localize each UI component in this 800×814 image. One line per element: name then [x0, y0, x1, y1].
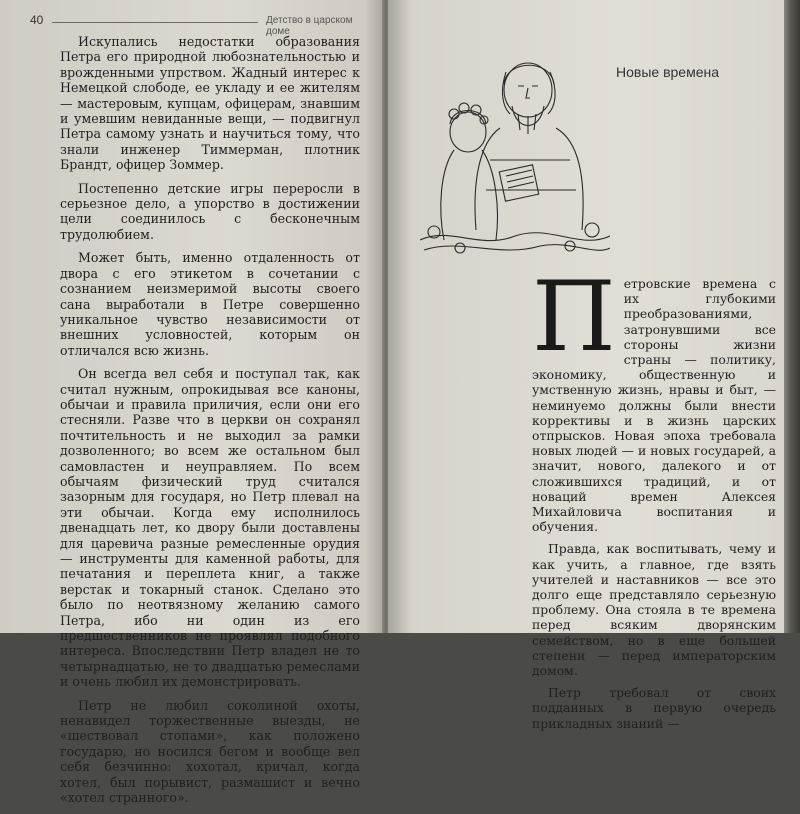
- paragraph: Петр не любил соколиной охоты, ненавидел торжественные выезды, не «шествовал стопами», как положено государю, но носился бегом и вообще вел себя безчинно: хохотал, кричал, когда хотел, был порывист, размашист и вечно «хотел странного».: [60, 697, 360, 806]
- header-rule: [52, 22, 258, 23]
- page-number: 40: [30, 13, 44, 27]
- paragraph: Правда, как воспитывать, чему и как учить, а главное, где взять учителей и наставников — все это долго еще представляло серьезную проблему. Она стояла в те времена перед всяким дворянским семейством, но в еще большей степени — перед императорским домом.: [532, 541, 776, 679]
- paragraph: Петр требовал от своих подданных в первую очередь прикладных знаний —: [532, 685, 776, 731]
- drop-cap: П: [532, 261, 616, 373]
- paragraph: Может быть, именно отдаленность от двора с его этикетом в сочетании с сознанием неизмеримой высоты своего сана выработали в Петре совершенно уникальное чувство независимости от внешних условностей, которым он отличался всю жизнь.: [60, 250, 360, 358]
- left-page-header: [30, 13, 360, 37]
- paragraph: Постепенно детские игры переросли в серьезное дело, а упорство в достижении цели соединилось с бесконечным трудолюбием.: [60, 180, 360, 242]
- paragraph: Он всегда вел себя и поступал так, как считал нужным, опрокидывая все каноны, обычаи и правила приличия, если они его стесняли. Разве что в церкви он сохранял почтительность и не выходил за рамки дозволенного; во всем же остальном был самовластен и неуправляем. По всем обычаям физический труд считался зазорным для государя, но Петр плевал на эти обычаи. Когда ему исполнилось двенадцать лет, ко двору были доставлены для царевича разные ремесленные орудия — инструменты для каменной работы, для печатания и переплета книг, а также верстак и токарный станок. Сделано это было по неотвязному желанию самого Петра, ибо ни один из его предшественников не проявлял подобного интереса. Впоследствии Петр владел не то четырнадцатью, не то двадцатью ремеслами и очень любил их демонстрировать.: [60, 366, 360, 690]
- right-page-text: [532, 261, 776, 738]
- paragraph: Искупались недостатки образования Петра его природной любознательностью и врожденными упрством. Жадный интерес к Немецкой слободе, ее укладу и ее жителям — мастеровым, купцам, офицерам, знавшим и умевшим невиданные вещи, — подвигнул Петра самому узнать и научиться тому, что знали инженер Тиммерман, плотник Брандт, офицер Зоммер.: [60, 34, 360, 173]
- left-page-text: [60, 34, 360, 814]
- book-edge: [784, 0, 800, 633]
- opening-paragraph: [532, 261, 776, 535]
- engraving-illustration: [420, 50, 610, 260]
- running-head: Детство в царском доме: [266, 15, 353, 37]
- opening-paragraph-text: етровские времена с их глубокими преобразованиями, затронувшими все стороны жизни страны — политику, экономику, общественную и умственную жизнь, нравы и быт, — неминуемо должны были внести коррективы и в жизнь царских отпрысков. Новая эпоха требовала новых людей — и новых государей, а значит, нового, далекого и от сложившихся традиций, и от новаций времен Алексея Михайловича воспитания и обучения.: [532, 276, 776, 535]
- section-title: Новые времена: [616, 64, 720, 80]
